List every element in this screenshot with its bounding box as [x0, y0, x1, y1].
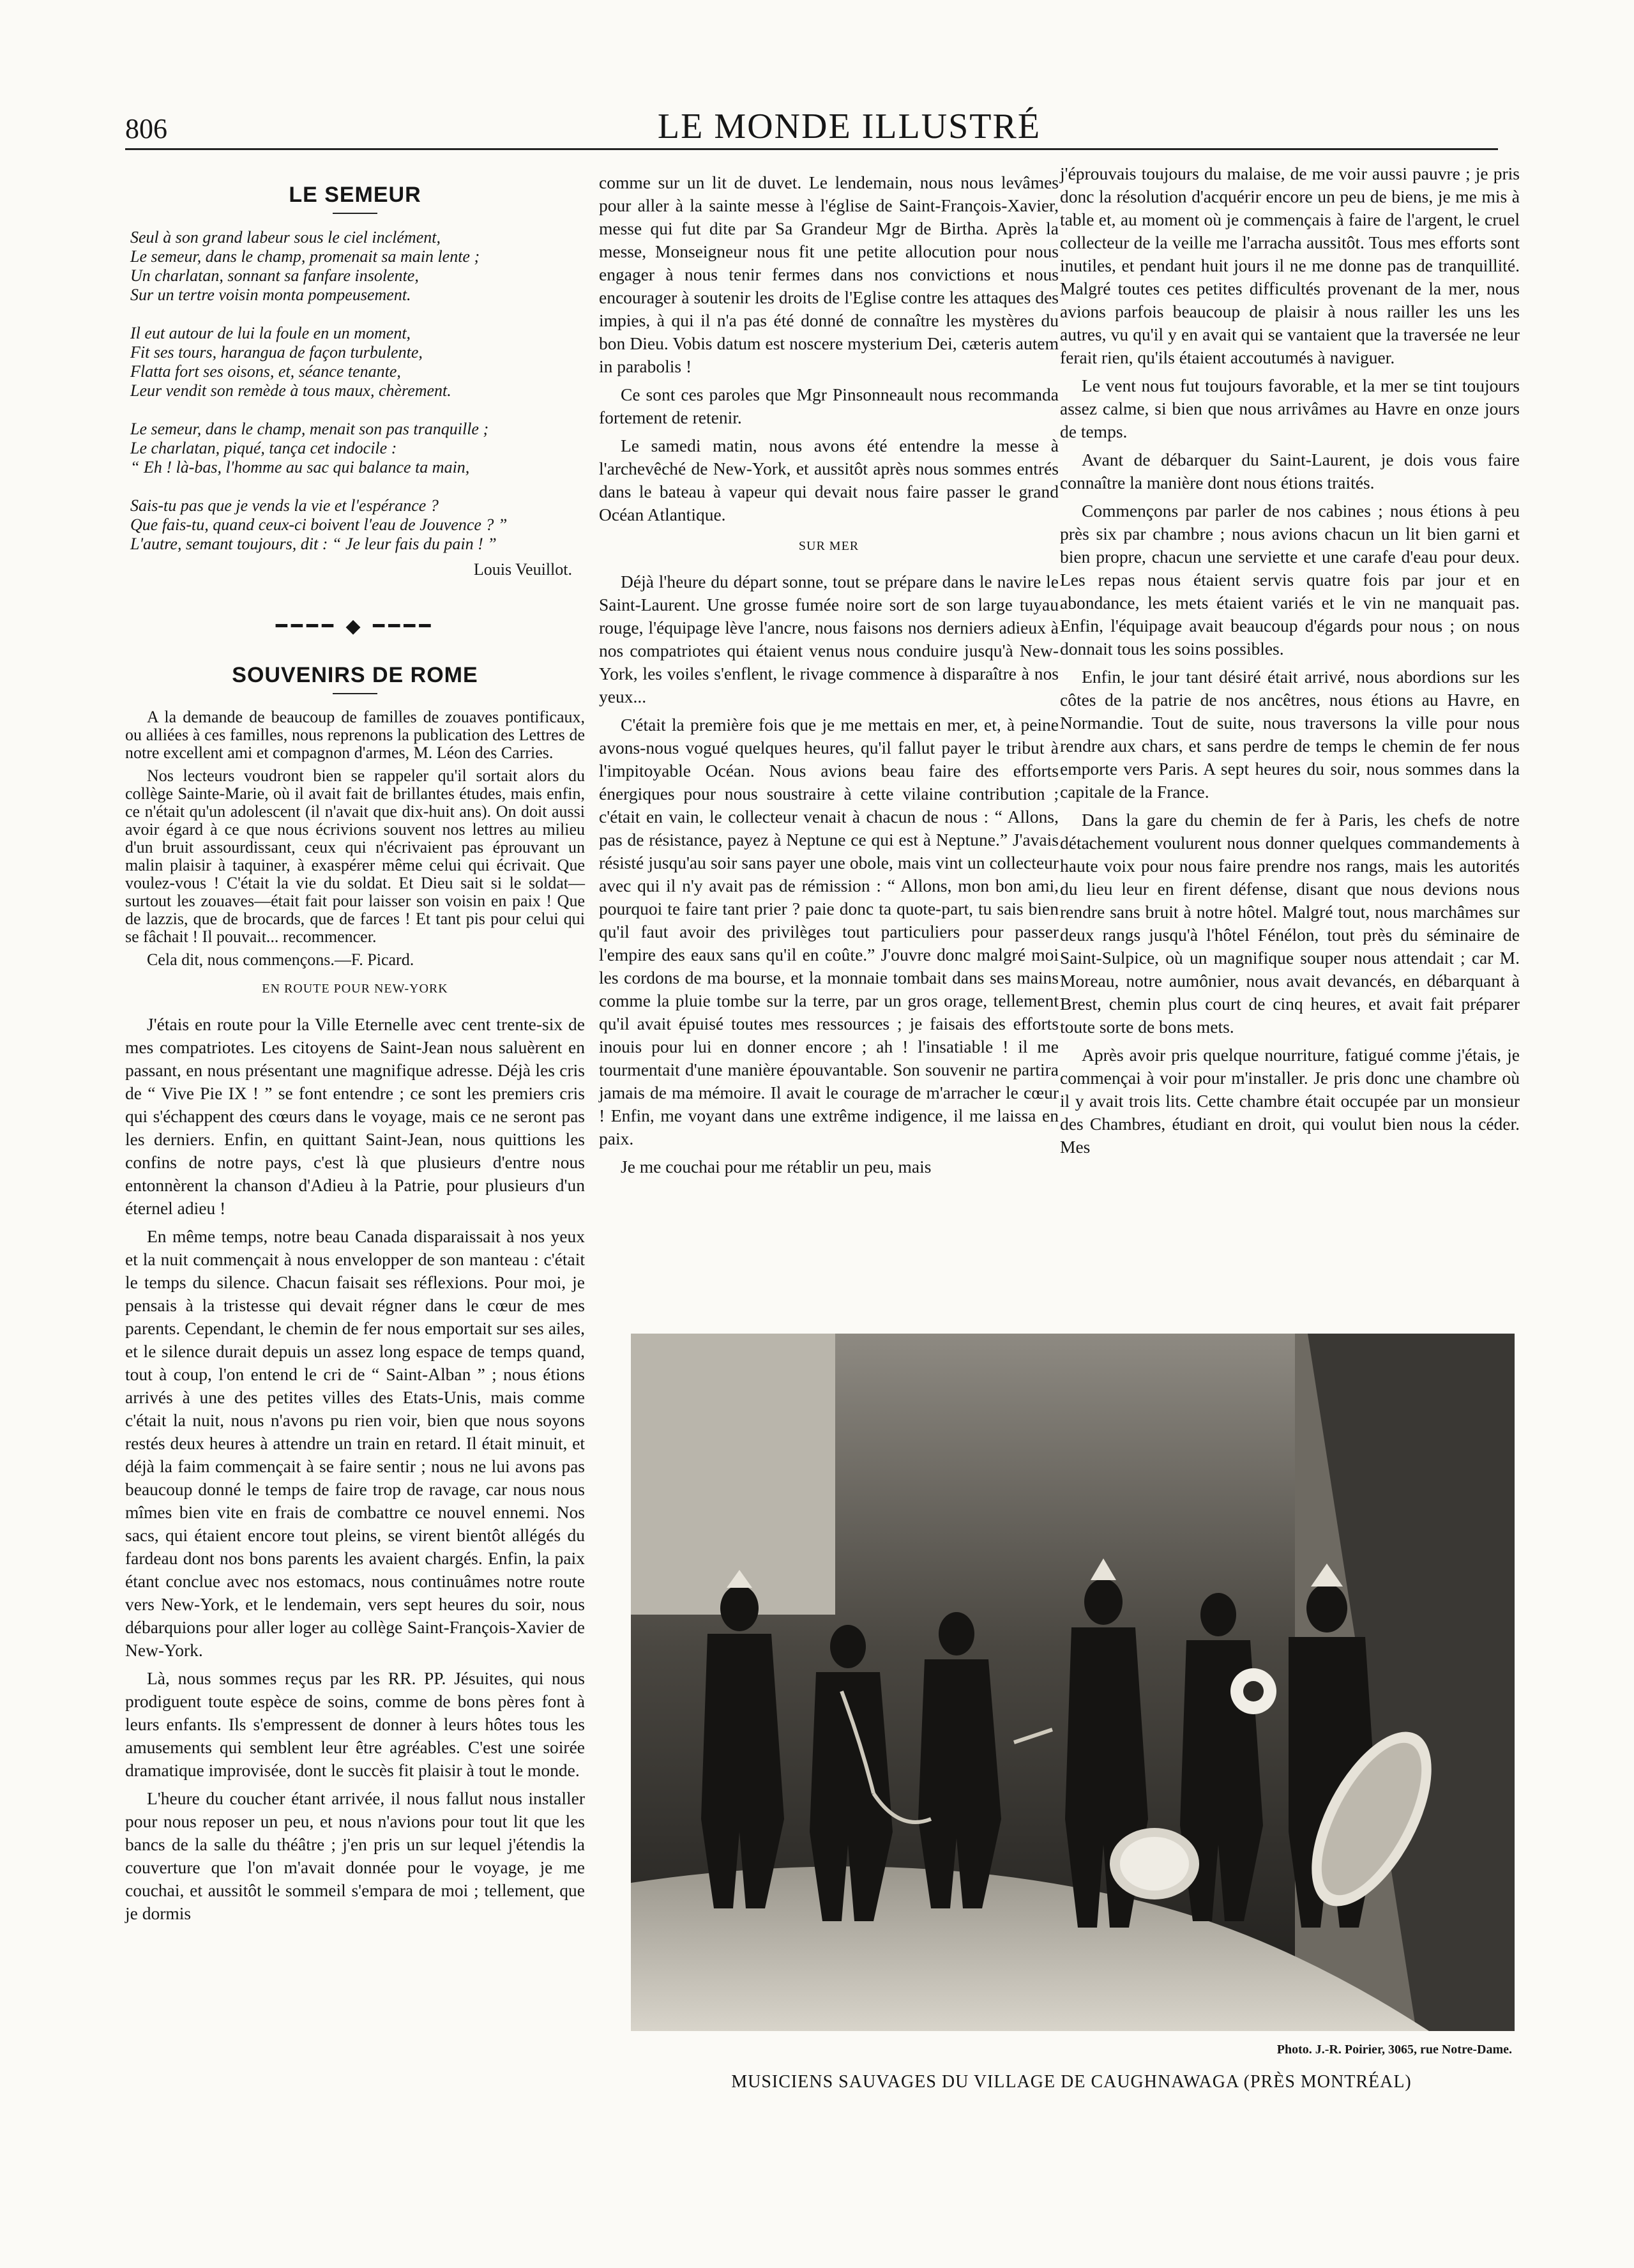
subhead: EN ROUTE POUR NEW-YORK	[262, 982, 448, 996]
page-number: 806	[125, 113, 167, 144]
body-paragraph: Je me couchai pour me rétablir un peu, mais	[621, 1157, 932, 1176]
body-paragraph: Après avoir pris quelque nourriture, fatigué comme j'étais, je commençai à voir pour m'installer. Je pris donc une chambre où il y avait trois lits. Cette chambre était occupée par un monsieur des Chambres, étudiant en droit, qui voulut bien nous la céder. Mes	[1060, 1045, 1520, 1157]
title-rule	[333, 693, 377, 694]
body-paragraph: Dans la gare du chemin de fer à Paris, les chefs de notre détachement voulurent nous donner quelques commandements à haute voix pour nous faire prendre nos rangs, mais les autorités du lieu leur en firent défense, disant que nous devions nous rendre sans bruit à notre hôtel. Malgré tout, nous marchâmes sur deux rangs jusqu'à l'hôtel Fénélon, tout près du séminaire de Saint-Sulpice, où un magnifique souper nous attendait ; car M. Moreau, notre aumônier, nous avait devancés, en débarquant à Brest, chemin plus court de cinq heures, et avait fait préparer toute sorte de bons mets.	[1060, 810, 1520, 1037]
poem-stanza	[130, 496, 585, 554]
poem-line: Seul à son grand labeur sous le ciel inclément,	[130, 228, 441, 247]
poem-line: Le charlatan, piqué, tança cet indocile :	[130, 439, 397, 457]
body-paragraph: Déjà l'heure du départ sonne, tout se prépare dans le navire le Saint-Laurent. Une grosse fumée noire sort de son large tuyau rouge, l'équipage lève l'ancre, nous faisons nos derniers adieux à nos compatriotes qui étaient venus nous conduire jusqu'à New-York, les voiles s'enflent, le rivage commence à disparaître à nos yeux...	[599, 572, 1059, 706]
poem-line: Le semeur, dans le champ, menait son pas tranquille ;	[130, 420, 489, 438]
body-paragraph: j'éprouvais toujours du malaise, de me voir aussi pauvre ; je pris donc la résolution d'acquérir encore un peu de biens, je me mis à table et, au moment où je commençais à faire de l'argent, le cruel collecteur de la veille me l'arracha aussitôt. Tous mes efforts sont inutiles, et pendant huit jours il ne me donne pas de tranquillité. Malgré toutes ces petites difficultés provenant de la mer, nous avions parfois beaucoup de plaisir à nous railler les uns les autres, vu qu'il y en avait qui se vantaient que la traversée ne leur ferait rien, qu'ils étaient accoutumés à naviguer.	[1060, 164, 1520, 367]
body-paragraph: L'heure du coucher étant arrivée, il nous fallut nous installer pour nous reposer un peu, et nous n'avions pour tout lit que les bancs de la salle du théâtre ; j'en pris un sur lequel j'étendis la couverture que l'on m'avait donnée pour le voyage, je me couchai, et aussitôt le sommeil s'empara de moi ; tellement, que je dormis	[125, 1788, 585, 1923]
poem-stanza	[130, 420, 585, 477]
poem-line: Sais-tu pas que je vends la vie et l'espérance ?	[130, 496, 439, 515]
poem-stanza	[130, 324, 585, 400]
poem-line: Flatta fort ses oisons, et, séance tenante,	[130, 362, 401, 381]
intro-paragraph: Cela dit, nous commençons.—F. Picard.	[147, 950, 414, 969]
body-paragraph: J'étais en route pour la Ville Eternelle avec cent trente-six de mes compatriotes. Les citoyens de Saint-Jean nous saluèrent en passant, en nous présentant une magnifique adresse. Déjà les cris de “ Vive Pie IX ! ” se font entendre ; ce sont les premiers cris qui s'échappent des cœurs dans le voyage, mais ce ne seront pas les derniers. Enfin, en quittant Saint-Jean, nous quittions les confins de notre pays, c'est là que plusieurs d'entre nous entonnèrent la chanson d'Adieu à la Patrie, pour plusieurs d'un éternel adieu !	[125, 1014, 585, 1218]
poem-line: “ Eh ! là-bas, l'homme au sac qui balance ta main,	[130, 458, 470, 476]
poem-line: Le semeur, dans le champ, promenait sa main lente ;	[130, 247, 480, 266]
poem-line: Il eut autour de lui la foule en un moment,	[130, 324, 411, 342]
body-paragraph: En même temps, notre beau Canada disparaissait à nos yeux et la nuit commençait à nous envelopper de son manteau : c'était le temps du silence. Chacun faisait ses réflexions. Pour moi, je pensais à la tristesse qui devait régner dans le cœur de mes parents. Cependant, le chemin de fer nous emportait sur ses ailes, et le silence durait depuis un assez long espace de temps quand, tout à coup, l'on entend le cri de “ Saint-Alban ” ; nous étions arrivés à une des petites villes des Etats-Unis, mais comme c'était la nuit, nous n'avons pu rien voir, bien que nous soyons restés deux heures à attendre un train en retard. Il était minuit, et déjà la faim commençait à se faire sentir ; nous ne lui avons pas beaucoup donné le temps de faire trop de ravage, car nous nous mîmes bien vite en frais de combattre ce nouvel ennemi. Nos sacs, qui étaient encore tout pleins, se virent bientôt allégés du fardeau dont nos bons parents les avaient chargés. Enfin, la paix étant conclue avec nos estomacs, nous continuâmes notre route vers New-York, et le lendemain, vers sept heures du soir, nous débarquions pour aller loger au collège Saint-François-Xavier de New-York.	[125, 1226, 585, 1660]
poem-line: Un charlatan, sonnant sa fanfare insolente,	[130, 266, 419, 285]
poem-line: Fit ses tours, harangua de façon turbulente,	[130, 343, 423, 362]
column-1	[125, 172, 585, 1930]
body-paragraph: Ce sont ces paroles que Mgr Pinsonneault nous recommanda fortement de retenir.	[599, 384, 1059, 427]
poem-line: Sur un tertre voisin monta pompeusement.	[130, 285, 411, 304]
masthead: LE MONDE ILLUSTRÉ	[657, 107, 1041, 146]
body-paragraph: Enfin, le jour tant désiré était arrivé, nous abordions sur les côtes de la patrie de nos ancêtres, nous étions au Havre, en Normandie. Tout de suite, nous traversons la ville pour nous rendre aux chars, et sans perdre de temps le chemin de fer nous emporte vers Paris. A sept heures du soir, nous sommes dans la capitale de la France.	[1060, 667, 1520, 802]
photo-credit: Photo. J.-R. Poirier, 3065, rue Notre-Dame.	[1276, 2043, 1512, 2057]
photograph-illustration	[631, 1334, 1515, 2031]
poem-line: Que fais-tu, quand ceux-ci boivent l'eau de Jouvence ? ”	[130, 515, 508, 534]
header-rule	[125, 148, 1498, 150]
body-paragraph: comme sur un lit de duvet. Le lendemain, nous nous levâmes pour aller à la sainte messe à l'église de Saint-François-Xavier, messe qui fut dite par Sa Grandeur Mgr de Birtha. Après la messe, Monseigneur nous fit une petite allocution pour nous engager à nous tenir fermes dans nos convictions et nous encourager à soutenir les droits de l'Eglise contre les attaques des impies, à qui il n'a pas été donné de connaître les mystères du bon Dieu. Vobis datum est noscere mysterium Dei, cæteris autem in parabolis !	[599, 172, 1059, 376]
column-3	[1060, 162, 1520, 1164]
poem-title: LE SEMEUR	[289, 183, 421, 207]
column-2	[599, 171, 1059, 1183]
title-rule	[333, 213, 377, 214]
body-paragraph: Là, nous sommes reçus par les RR. PP. Jésuites, qui nous prodiguent toute espèce de soins, comme de bons pères font à leurs enfants. Ils s'empressent de donner à leurs hôtes tous les amusements qui semblent leur être agréables. C'est une soirée dramatique improvisée, dont le succès fit plaisir à tout le monde.	[125, 1668, 585, 1780]
ornament-divider: ━━━━ ◆ ━━━━	[275, 616, 435, 637]
poem-body	[130, 228, 585, 554]
photo-caption: MUSICIENS SAUVAGES DU VILLAGE DE CAUGHNAWAGA (PRÈS MONTRÉAL)	[731, 2072, 1412, 2092]
body-paragraph: Avant de débarquer du Saint-Laurent, je dois vous faire connaître la manière dont nous étions traités.	[1060, 450, 1520, 492]
poem-line: Leur vendit son remède à tous maux, chèrement.	[130, 381, 451, 400]
poem-line: L'autre, semant toujours, dit : “ Je leur fais du pain ! ”	[130, 535, 497, 553]
body-paragraph: Le samedi matin, nous avons été entendre la messe à l'archevêché de New-York, et aussitôt après nous sommes entrés dans le bateau à vapeur qui devait nous faire passer le grand Océan Atlantique.	[599, 436, 1059, 524]
body-paragraph: Le vent nous fut toujours favorable, et la mer se tint toujours assez calme, si bien que nous arrivâmes au Havre en onze jours de temps.	[1060, 376, 1520, 441]
subhead: SUR MER	[798, 539, 859, 553]
intro-paragraph: Nos lecteurs voudront bien se rappeler qu'il sortait alors du collège Sainte-Marie, où il avait fait de brillantes études, mais enfin, ce n'était qu'un adolescent (il n'avait que dix-huit ans). On doit aussi avoir égard à ce que nous écrivions souvent nos lettres au milieu d'un bruit assourdissant, ceux qui n'écrivaient pas éprouvant un malin plaisir à taquiner, à exaspérer même celui qui écrivait. Que voulez-vous ! C'était la vie du soldat. Et Dieu sait si le soldat—surtout les zouaves—était fait pour laisser son voisin en paix ! Que de lazzis, que de brocards, que de farces ! Et tant pis pour celui qui se fâchait ! Il pouvait... recommencer.	[125, 766, 585, 946]
body-paragraph: Commençons par parler de nos cabines ; nous étions à peu près six par chambre ; nous avions chacun un lit bien garni et bien propre, chacun une serviette et une carafe d'eau pour deux. Les repas nous étaient servis quatre fois par jour et en abondance, les mets étaient variés et le vin ne manquait pas. Enfin, l'équipage avait beaucoup d'égards pour nous ; on nous donnait tous les soins possibles.	[1060, 501, 1520, 658]
article-title: SOUVENIRS DE ROME	[232, 663, 478, 687]
poem-author: Louis Veuillot.	[473, 560, 572, 579]
poem-stanza	[130, 228, 585, 305]
body-paragraph: C'était la première fois que je me mettais en mer, et, à peine avons-nous vogué quelques heures, qu'il fallut payer le tribut à l'impitoyable Océan. Nous avions beau faire des efforts énergiques pour nous soustraire à cette vilaine contribution ; c'était en vain, le collecteur venait à chacun de nous : “ Allons, pas de résistance, payez à Neptune ce qui est à Neptune.” J'avais résisté jusqu'au soir sans payer une obole, mais vint un collecteur avec qui il n'y avait pas de rémission : “ Allons, mon bon ami, pourquoi te faire tant prier ? paie donc ta quote-part, tu sais bien qu'il faut avoir des privilèges tout particuliers pour passer l'empire des eaux sans qu'il en coûte.” J'ouvre donc malgré moi les cordons de ma bourse, et la monnaie tombait dans ses mains comme la pluie tombe sur la terre, par un gros orage, tellement qu'il avait épuisé toutes mes ressources ; je faisais des efforts inouis pour lui en donner encore ; ah ! l'insatiable ! il me tourmentait d'une manière épouvantable. Son souvenir ne partira jamais de ma mémoire. Il avait le courage de m'arracher le cœur ! Enfin, me voyant dans une extrême indigence, il me laissa en paix.	[599, 715, 1059, 1148]
intro-paragraph: A la demande de beaucoup de familles de zouaves pontificaux, ou alliées à ces familles, nous reprenons la publication des Lettres de notre excellent ami et compagnon d'armes, M. Léon des Carries.	[125, 708, 585, 762]
musicians-photograph	[631, 1334, 1515, 2031]
